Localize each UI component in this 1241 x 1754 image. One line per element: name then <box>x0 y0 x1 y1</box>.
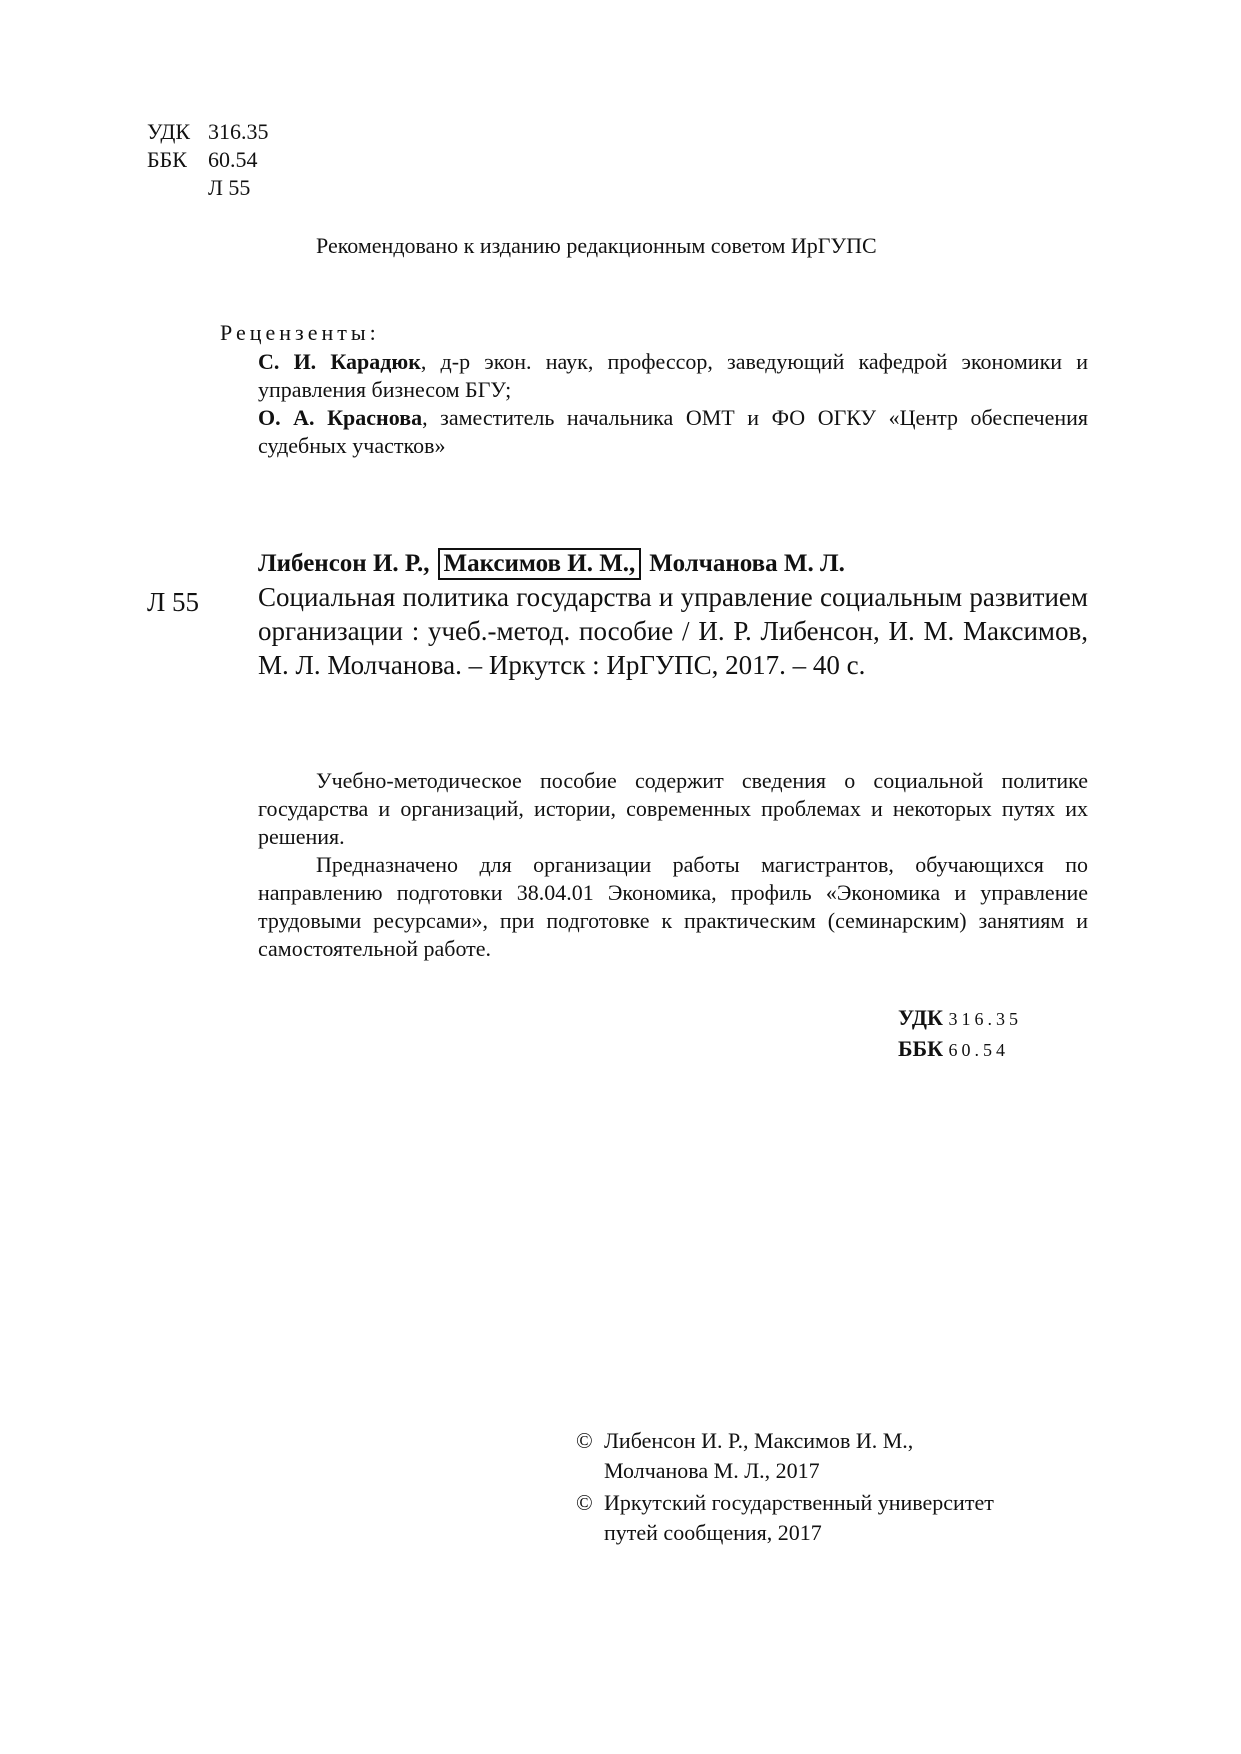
reviewer-1-details: , д-р экон. наук, профессор, заведующий кафедрой экономики и управления бизнесом БГУ; <box>258 349 1088 402</box>
reviewer-1 <box>258 348 1088 404</box>
copyright-university-line-2: путей сообщения, 2017 <box>604 1520 822 1545</box>
copyright-authors-line-2: Молчанова М. Л., 2017 <box>604 1458 820 1483</box>
copyright-university <box>576 1488 994 1548</box>
author-mark-row <box>147 174 269 202</box>
reviewer-2-details: , заместитель начальника ОМТ и ФО ОГКУ «Центр обеспечения судебных участков» <box>258 405 1088 458</box>
bbk-value: 60.54 <box>208 147 258 172</box>
bottom-udk-label: УДК <box>898 1005 944 1030</box>
author-mark: Л 55 <box>208 175 251 200</box>
copyright-university-line-1: Иркутский государственный университет <box>604 1490 994 1515</box>
copyright-authors-line-1: Либенсон И. Р., Максимов И. М., <box>604 1428 914 1453</box>
bottom-bbk <box>898 1034 1022 1065</box>
bibliographic-description: Социальная политика государства и управление социальным развитием организации : учеб.-метод. пособие / И. Р. Либенсон, И. М. Максимов, М. Л. Молчанова. – Иркутск : ИрГУПС, 2017. – 40 с. <box>258 582 1088 680</box>
author-2-highlighted: Максимов И. М., <box>438 548 642 580</box>
reviewer-1-name: С. И. Карадюк <box>258 349 421 374</box>
bbk-label: ББК <box>147 147 187 172</box>
reviewers-label: Рецензенты: <box>220 320 380 345</box>
author-1: Либенсон И. Р., <box>258 550 430 577</box>
annotation-paragraph-2: Предназначено для организации работы магистрантов, обучающихся по направлению подготовки 38.04.01 Экономика, профиль «Экономика и управление трудовыми ресурсами», при подготовке к практическим (семинарским) занятиям и самостоятельной работе. <box>258 852 1088 961</box>
copyright-icon: © <box>576 1428 593 1453</box>
bottom-udk <box>898 1003 1022 1034</box>
udk-row <box>147 118 269 146</box>
bottom-udk-value: 316.35 <box>948 1009 1023 1029</box>
authors-line <box>258 548 845 580</box>
index-block <box>147 118 269 202</box>
recommended-text: Рекомендовано к изданию редакционным советом ИрГУПС <box>316 233 877 258</box>
copyright-icon: © <box>576 1490 593 1515</box>
reviewer-2 <box>258 404 1088 460</box>
copyright-authors <box>576 1426 913 1486</box>
udk-label: УДК <box>147 119 191 144</box>
udk-value: 316.35 <box>208 119 269 144</box>
author-3: Молчанова М. Л. <box>649 550 845 577</box>
annotation <box>258 767 1088 963</box>
bbk-row <box>147 146 269 174</box>
reviewer-2-name: О. А. Краснова <box>258 405 423 430</box>
bottom-bbk-label: ББК <box>898 1036 944 1061</box>
bottom-index-block <box>898 1003 1022 1065</box>
catalog-mark: Л 55 <box>147 587 200 617</box>
annotation-paragraph-1: Учебно-методическое пособие содержит сведения о социальной политике государства и организаций, истории, современных проблемах и некоторых путях их решения. <box>258 768 1088 849</box>
bottom-bbk-value: 60.54 <box>948 1040 1010 1060</box>
